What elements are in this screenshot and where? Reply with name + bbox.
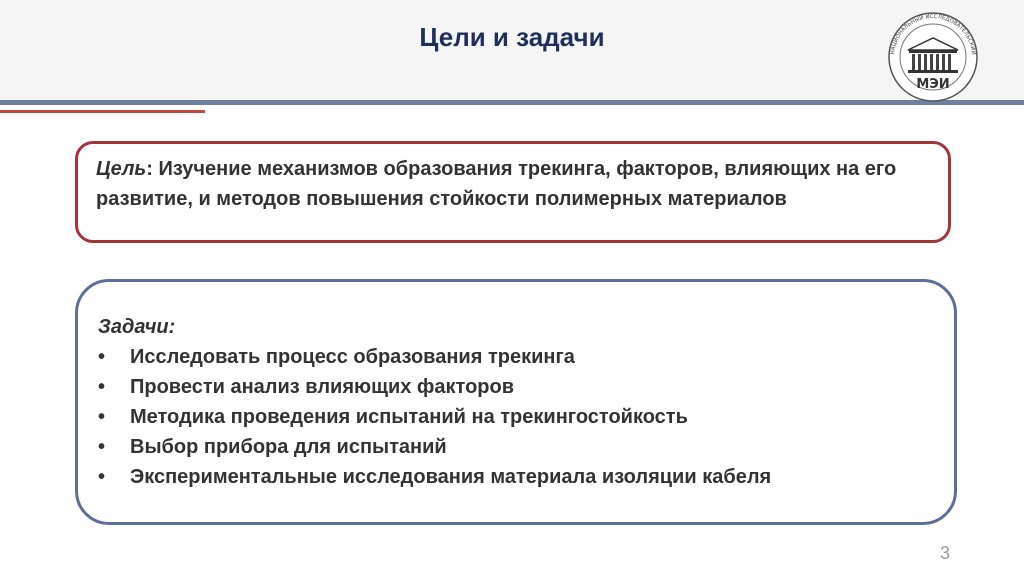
goal-box	[75, 141, 951, 243]
slide-title: Цели и задачи	[419, 22, 605, 52]
bullet-icon: •	[98, 436, 106, 458]
logo-ring-text: НАЦИОНАЛЬНЫЙ ИССЛЕДОВАТЕЛЬСКИЙ	[890, 13, 976, 56]
task-text: Методика проведения испытаний на трекингостойкость	[130, 406, 688, 428]
task-list	[98, 342, 936, 492]
bullet-icon: •	[98, 346, 106, 368]
task-text: Выбор прибора для испытаний	[130, 436, 447, 458]
list-item	[98, 342, 936, 372]
list-item	[98, 402, 936, 432]
header-divider-blue	[0, 100, 1024, 105]
task-text: Провести анализ влияющих факторов	[130, 376, 515, 398]
goal-label: Цель	[96, 158, 147, 180]
bullet-icon: •	[98, 406, 106, 428]
logo-text: МЭИ	[916, 77, 950, 92]
task-text: Экспериментальные исследования материала изоляции кабеля	[130, 466, 772, 488]
bullet-icon: •	[98, 466, 106, 488]
list-item	[98, 372, 936, 402]
tasks-box	[75, 279, 957, 525]
task-text: Исследовать процесс образования трекинга	[130, 346, 575, 368]
tasks-title: Задачи:	[98, 316, 176, 338]
bullet-icon: •	[98, 376, 106, 398]
university-logo	[886, 10, 980, 104]
list-item	[98, 462, 936, 492]
header-accent-red	[0, 110, 205, 113]
list-item	[98, 432, 936, 462]
goal-text: : Изучение механизмов образования трекинга, факторов, влияющих на его развитие, и методов повышения стойкости полимерных материалов	[96, 158, 897, 210]
university-building-seal-icon	[886, 10, 980, 104]
page-number: 3	[940, 543, 951, 563]
